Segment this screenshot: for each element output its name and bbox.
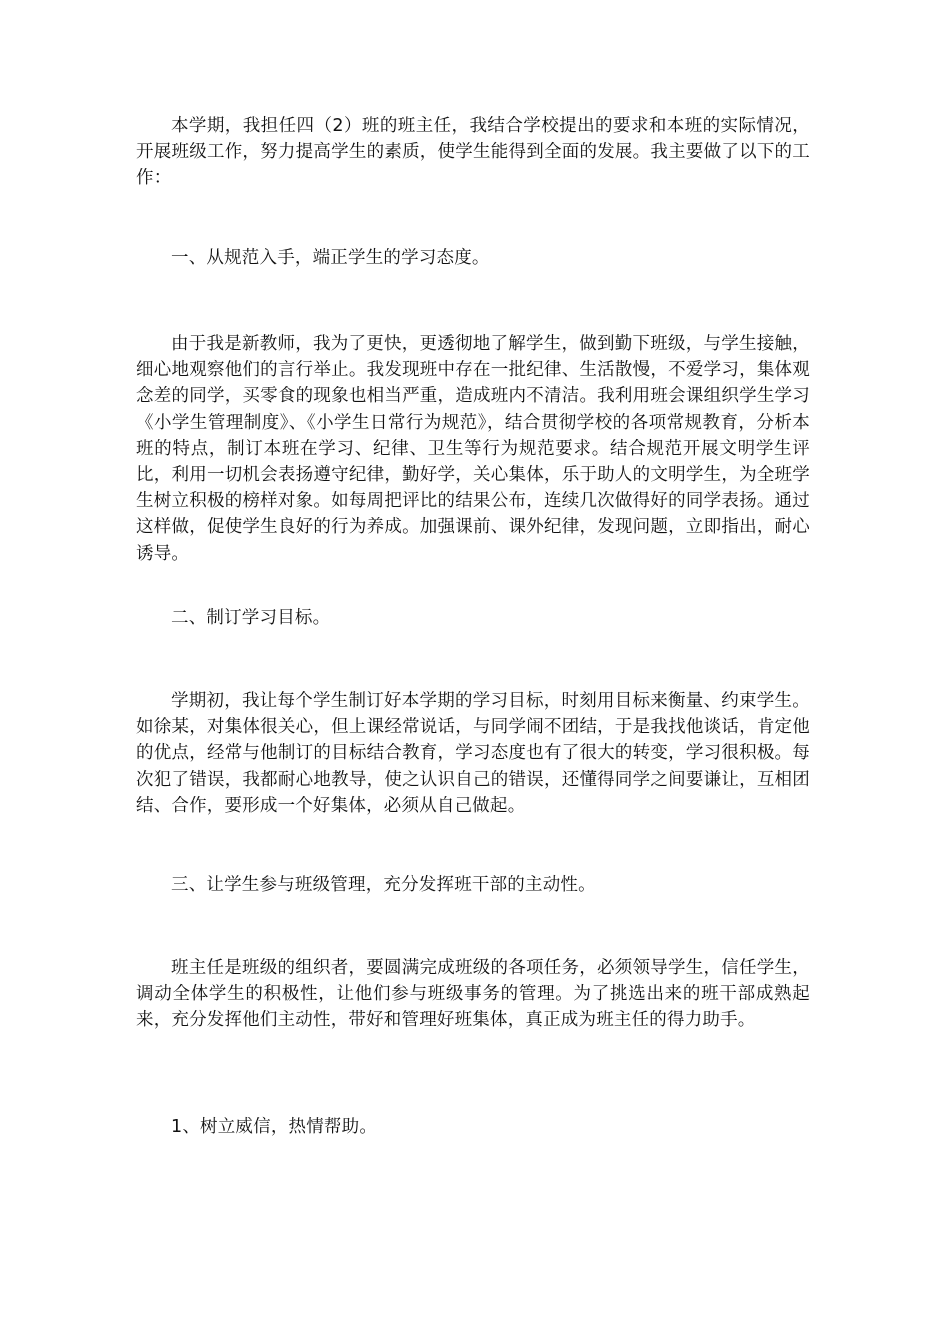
section-2-paragraph: 学期初，我让每个学生制订好本学期的学习目标，时刻用目标来衡量、约束学生。如徐某，对集体很关心，但上课经常说话，与同学闹不团结，于是我找他谈话，肯定他的优点，经常与他制订的目标结合教育，学习态度也有了很大的转变，学习很积极。每次犯了错误，我都耐心地教导，使之认识自己的错误，还懂得同学之间要谦让，互相团结、合作，要形成一个好集体，必须从自己做起。 bbox=[136, 691, 810, 816]
subsection-1-heading: 1、树立威信，热情帮助。 bbox=[171, 1117, 378, 1137]
section-2-heading: 二、制订学习目标。 bbox=[171, 608, 331, 628]
section-1-paragraph: 由于我是新教师，我为了更快，更透彻地了解学生，做到勤下班级，与学生接触，细心地观察他们的言行举止。我发现班中存在一批纪律、生活散慢，不爱学习，集体观念差的同学，买零食的现象也相当严重，造成班内不清洁。我利用班会课组织学生学习《小学生管理制度》、《小学生日常行为规范》，结合贯彻学校的各项常规教育，分析本班的特点，制订本班在学习、纪律、卫生等行为规范要求。结合规范开展文明学生评比，利用一切机会表扬遵守纪律，勤好学，关心集体，乐于助人的文明学生，为全班学生树立积极的榜样对象。如每周把评比的结果公布，连续几次做得好的同学表扬。通过这样做，促使学生良好的行为养成。加强课前、课外纪律，发现问题，立即指出，耐心诱导。 bbox=[136, 334, 810, 564]
section-3-paragraph: 班主任是班级的组织者，要圆满完成班级的各项任务，必须领导学生，信任学生，调动全体学生的积极性，让他们参与班级事务的管理。为了挑选出来的班干部成熟起来，充分发挥他们主动性，带好和管理好班集体，真正成为班主任的得力助手。 bbox=[136, 958, 810, 1031]
intro-paragraph: 本学期，我担任四（2）班的班主任，我结合学校提出的要求和本班的实际情况，开展班级工作，努力提高学生的素质，使学生能得到全面的发展。我主要做了以下的工作： bbox=[136, 116, 810, 189]
section-3-heading: 三、让学生参与班级管理，充分发挥班干部的主动性。 bbox=[171, 875, 596, 895]
section-1-heading: 一、从规范入手，端正学生的学习态度。 bbox=[171, 248, 490, 268]
